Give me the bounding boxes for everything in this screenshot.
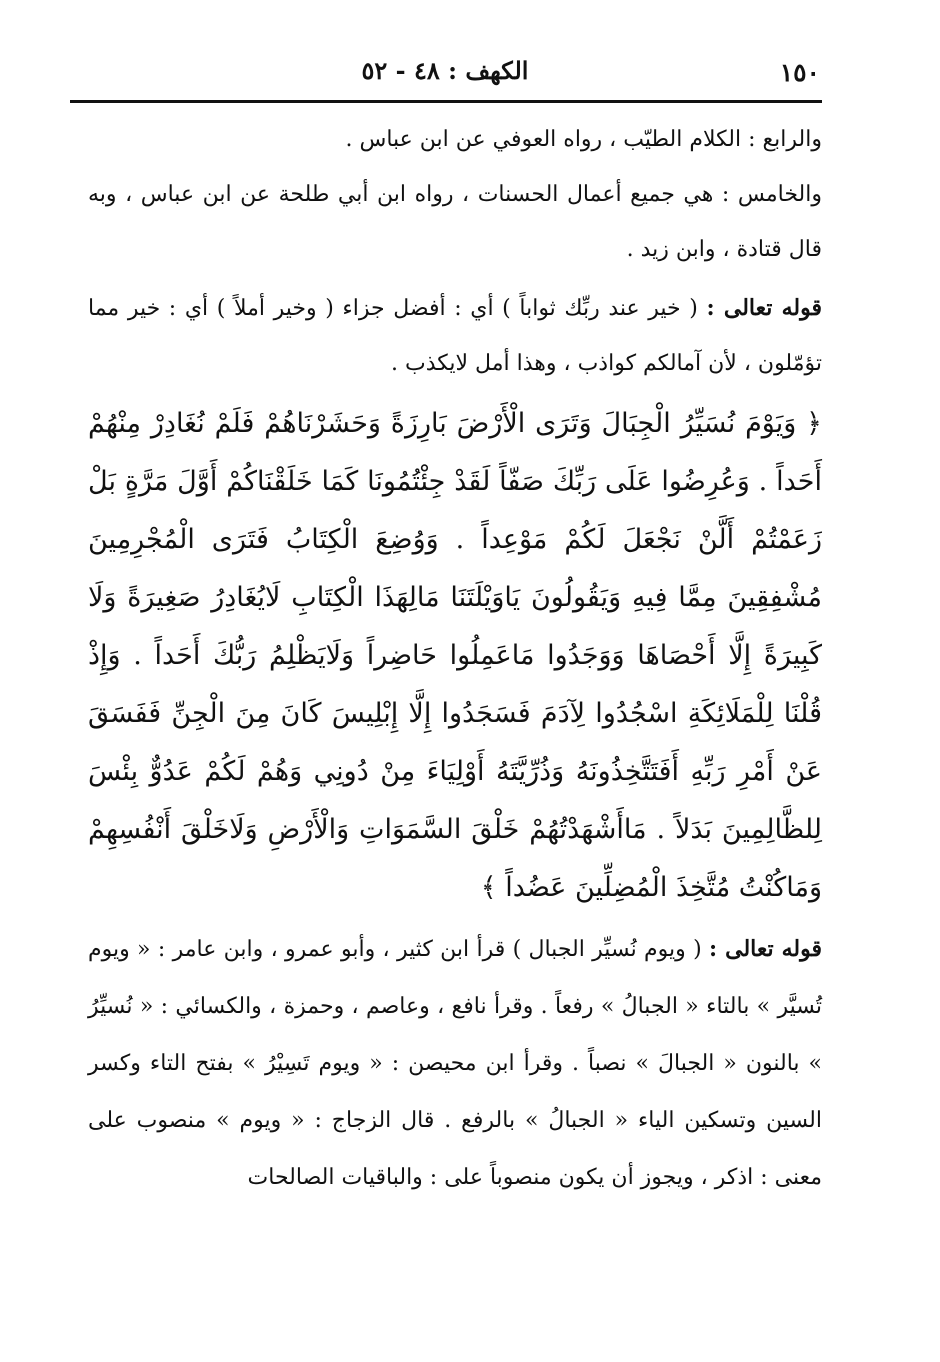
- paragraph-fifth-opinion: والخامس : هي جميع أعمال الحسنات ، رواه ابن أبي طلحة عن ابن عباس ، وبه قال قتادة ، وابن زيد .: [88, 182, 822, 262]
- qiraat-text: ( ويوم نُسيِّر الجبال ) قرأ ابن كثير ، وأبو عمرو ، وابن عامر : « ويوم تُسيَّر » بالتاء « الجبالُ » رفعاً . وقرأ نافع ، وعاصم ، وحمزة ، والكسائي : « نُسيِّرُ » بالنون « الجبالَ » نصباً . وقرأ ابن محيصن : « ويوم تَسِيْرُ » بفتح التاء وكسر السين وتسكين الياء « الجبالُ » بالرفع . قال الزجاج : « ويوم » منصوب على معنى : اذكر ، ويجوز أن يكون منصوباً على : والباقيات الصالحات: [88, 937, 822, 1190]
- quran-verse-block: ﴿ وَيَوْمَ نُسَيِّرُ الْجِبَالَ وَتَرَى الْأَرْضَ بَارِزَةً وَحَشَرْنَاهُمْ فَلَمْ نُغَادِرْ مِنْهُمْ أَحَداً . وَعُرِضُوا عَلَى رَبِّكَ صَفّاً لَقَدْ جِئْتُمُونَا كَمَا خَلَقْنَاكُمْ أَوَّلَ مَرَّةٍ بَلْ زَعَمْتُمْ أَلَّنْ نَجْعَلَ لَكُمْ مَوْعِداً . وَوُضِعَ الْكِتَابُ فَتَرَى الْمُجْرِمِينَ مُشْفِقِينَ مِمَّا فِيهِ وَيَقُولُونَ يَاوَيْلَتَنَا مَالِهَذَا الْكِتَابِ لَايُغَادِرُ صَغِيرَةً وَلَا كَبِيرَةً إِلَّا أَحْصَاهَا وَوَجَدُوا مَاعَمِلُوا حَاضِراً وَلَايَظْلِمُ رَبُّكَ أَحَداً . وَإِذْ قُلْنَا لِلْمَلَائِكَةِ اسْجُدُوا لِآدَمَ فَسَجَدُوا إِلَّا إِبْلِيسَ كَانَ مِنَ الْجِنِّ فَفَسَقَ عَنْ أَمْرِ رَبِّهِ أَفَتَتَّخِذُونَهُ وَذُرِّيَّتَهُ أَوْلِيَاءَ مِنْ دُونِي وَهُمْ لَكُمْ عَدُوٌّ بِئْسَ لِلظَّالِمِينَ بَدَلاً . مَاأَشْهَدْتُهُمْ خَلْقَ السَّمَوَاتِ وَالْأَرْضِ وَلَاخَلْقَ أَنْفُسِهِمْ وَمَاكُنْتُ مُتَّخِذَ الْمُضِلِّينَ عَضُداً ﴾: [88, 408, 822, 903]
- page-header: [70, 52, 820, 92]
- tafsir-label: قوله تعالى :: [709, 936, 822, 962]
- page-number: ١٥٠: [779, 58, 820, 87]
- page-body: [88, 112, 822, 1206]
- tafsir-label: قوله تعالى :: [706, 295, 822, 321]
- paragraph-tafsir-reward: [88, 281, 822, 391]
- paragraph-fourth-opinion: والرابع : الكلام الطيّب ، رواه العوفي عن ابن عباس .: [345, 127, 822, 152]
- tafsir-text: ( خير عند ربِّك ثواباً ) أي : أفضل جزاء ( وخير أملاً ) أي : خير مما تؤمّلون ، لأن آمالكم كواذب ، وهذا أمل لايكذب .: [88, 296, 822, 376]
- paragraph-qiraat: [88, 921, 822, 1206]
- header-rule: [70, 100, 822, 103]
- running-title: الكهف : ٤٨ - ٥٢: [361, 56, 529, 85]
